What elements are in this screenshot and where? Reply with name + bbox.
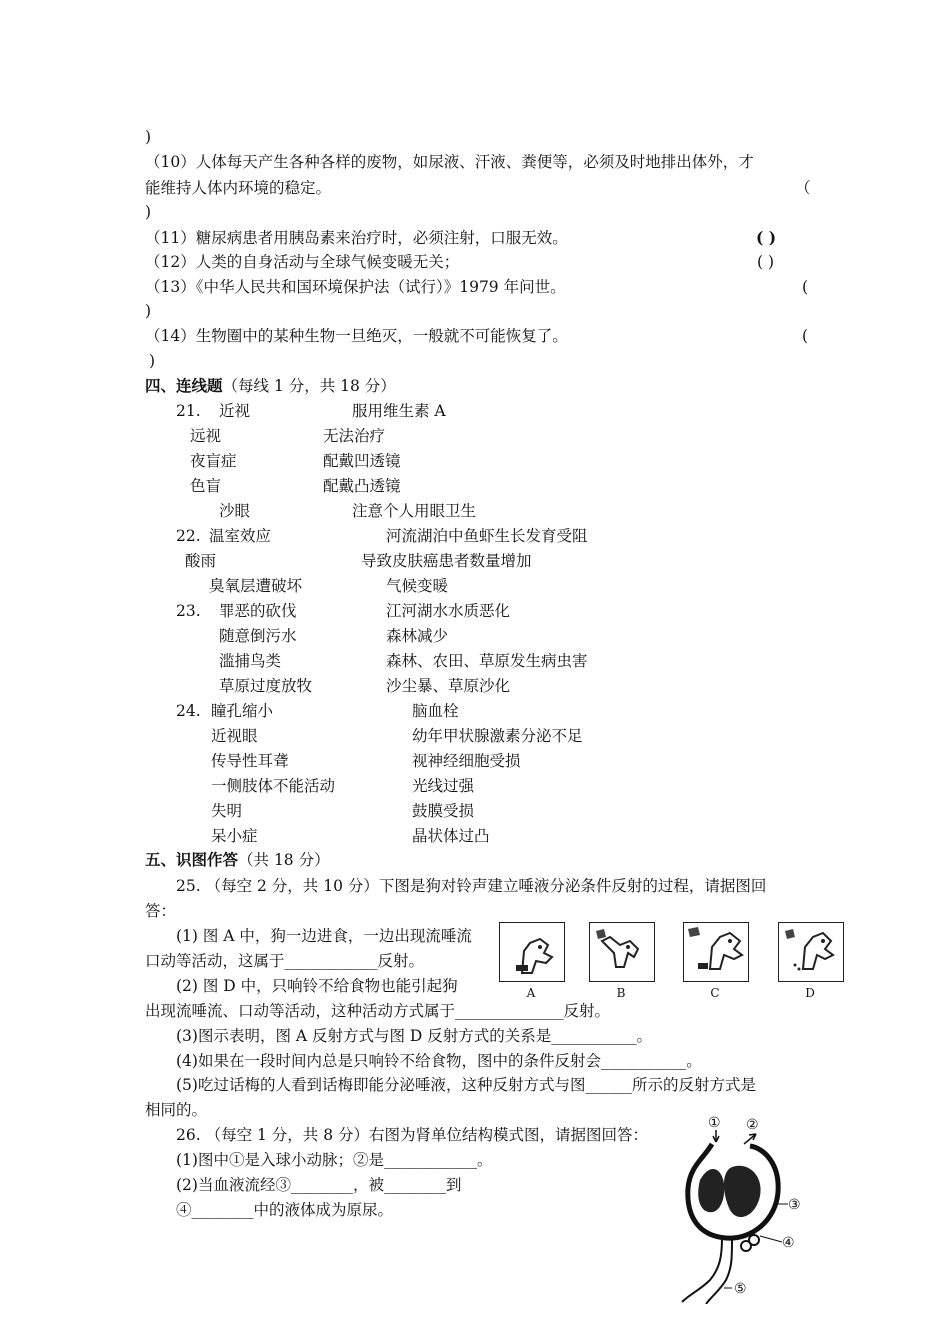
question-text: (3)图示表明，图 A 反射方式与图 D 反射方式的关系是___________。	[176, 1027, 653, 1045]
question-number: 24.	[176, 702, 201, 720]
answer-bracket: ( )	[756, 228, 777, 247]
section-heading	[145, 849, 330, 871]
question-number: 21.	[176, 402, 201, 420]
dog-bell-food-icon	[684, 923, 748, 981]
text-line: 能维持人体内环境的稳定。	[145, 179, 332, 197]
match-right: 导致皮肤癌患者数量增加	[361, 552, 532, 570]
kidney-label: ④	[782, 1235, 795, 1251]
question-text: (4)如果在一段时间内总是只响铃不给食物，图中的条件反射会___________。	[176, 1052, 702, 1070]
dog-bell-icon	[590, 923, 654, 981]
match-left: 远视	[190, 427, 222, 445]
match-left: 瞳孔缩小	[211, 702, 274, 720]
match-left: 滥捕鸟类	[219, 652, 282, 670]
kidney-label: ⑤	[734, 1281, 747, 1297]
question-text: 相同的。	[145, 1101, 208, 1119]
text-line: （11）糖尿病患者用胰岛素来治疗时，必须注射，口服无效。	[145, 229, 568, 247]
match-left: 呆小症	[211, 827, 258, 845]
section-score: （共 18 分）	[238, 851, 330, 869]
dog-reflex-figure	[496, 922, 846, 1004]
kidney-label: ③	[788, 1197, 801, 1213]
section-score: （每线 1 分，共 18 分）	[222, 377, 396, 395]
panel-label: C	[710, 986, 720, 1000]
panel-b	[589, 922, 655, 982]
match-left: 夜盲症	[190, 452, 237, 470]
question-text: (2)当血液流经③________，被________到	[176, 1176, 462, 1194]
match-right: 森林、农田、草原发生病虫害	[386, 652, 588, 670]
match-right: 晶状体过凸	[412, 827, 490, 845]
question-text: ④________中的液体成为原尿。	[176, 1201, 394, 1219]
match-right: 幼年甲状腺激素分泌不足	[412, 727, 583, 745]
question-number: 22.	[176, 527, 201, 545]
question-text: 答：	[145, 902, 177, 920]
match-right: 河流湖泊中鱼虾生长发育受阻	[386, 527, 588, 545]
text-line: （10）人体每天产生各种各样的废物，如尿液、汗液、粪便等，必须及时地排出体外，才	[145, 153, 754, 171]
kidney-label: ②	[746, 1117, 759, 1133]
match-right: 沙尘暴、草原沙化	[386, 677, 511, 695]
nephron-figure	[660, 1115, 810, 1304]
question-text: 25. （每空 2 分，共 10 分）下图是狗对铃声建立唾液分泌条件反射的过程，请据图回	[176, 877, 767, 895]
kidney-label: ①	[708, 1115, 721, 1131]
answer-bracket: （	[795, 179, 811, 197]
question-text: 26. （每空 1 分，共 8 分）右图为肾单位结构模式图，请据图回答：	[176, 1126, 649, 1144]
section-title: 五、识图作答	[145, 850, 239, 869]
text-line: )	[145, 302, 152, 320]
text-line: （14）生物圈中的某种生物一旦绝灭，一般就不可能恢复了。	[145, 327, 568, 345]
match-left: 罪恶的砍伐	[219, 602, 297, 620]
match-left: 失明	[211, 802, 243, 820]
question-text: (1)图中①是入球小动脉；②是____________。	[176, 1151, 493, 1169]
panel-a	[499, 922, 565, 982]
text-line: )	[145, 203, 152, 221]
match-left: 近视眼	[211, 727, 258, 745]
match-left: 一侧肢体不能活动	[211, 777, 336, 795]
match-right: 森林减少	[386, 627, 449, 645]
question-text: 口动等活动，这属于____________反射。	[145, 952, 425, 970]
answer-bracket: ( )	[757, 253, 775, 271]
match-right: 脑血栓	[412, 702, 459, 720]
text-line: （12）人类的自身活动与全球气候变暖无关；	[145, 253, 460, 271]
text-line: )	[149, 352, 156, 370]
match-left: 臭氧层遭破坏	[209, 577, 303, 595]
match-left: 草原过度放牧	[219, 677, 313, 695]
text-line: )	[145, 128, 152, 146]
match-left: 传导性耳聋	[211, 752, 289, 770]
panel-label: D	[805, 986, 815, 1000]
question-number: 23.	[176, 602, 201, 620]
match-left: 温室效应	[209, 527, 272, 545]
match-right: 服用维生素 A	[352, 402, 446, 420]
match-left: 近视	[219, 402, 251, 420]
match-right: 鼓膜受损	[412, 802, 475, 820]
match-left: 酸雨	[185, 552, 217, 570]
dog-bell-only-icon	[779, 923, 843, 981]
match-right: 江河湖水水质恶化	[386, 602, 511, 620]
answer-bracket: (	[802, 327, 809, 345]
question-text: (1) 图 A 中，狗一边进食，一边出现流唾流	[176, 927, 472, 945]
match-right: 配戴凹透镜	[323, 452, 401, 470]
match-left: 沙眼	[219, 502, 251, 520]
section-title: 四、连线题	[145, 376, 223, 395]
match-right: 无法治疗	[323, 427, 386, 445]
match-right: 配戴凸透镜	[323, 477, 401, 495]
panel-label: B	[616, 986, 626, 1000]
dog-eating-icon	[500, 923, 564, 981]
question-text: 出现流唾流、口动等活动，这种活动方式属于______________反射。	[145, 1002, 611, 1020]
text-line: （13）《中华人民共和国环境保护法（试行）》1979 年问世。	[145, 278, 566, 296]
match-left: 色盲	[190, 477, 222, 495]
answer-bracket: (	[802, 278, 809, 296]
match-right: 光线过强	[412, 777, 475, 795]
match-right: 气候变暖	[386, 577, 449, 595]
question-text: (2) 图 D 中，只响铃不给食物也能引起狗	[176, 977, 458, 995]
section-heading	[145, 375, 396, 397]
panel-label: A	[526, 986, 536, 1000]
match-left: 随意倒污水	[219, 627, 297, 645]
panel-d	[778, 922, 844, 982]
question-text: (5)吃过话梅的人看到话梅即能分泌唾液，这种反射方式与图______所示的反射方式是	[176, 1076, 756, 1094]
match-right: 视神经细胞受损	[412, 752, 521, 770]
panel-c	[683, 922, 749, 982]
match-right: 注意个人用眼卫生	[352, 502, 477, 520]
